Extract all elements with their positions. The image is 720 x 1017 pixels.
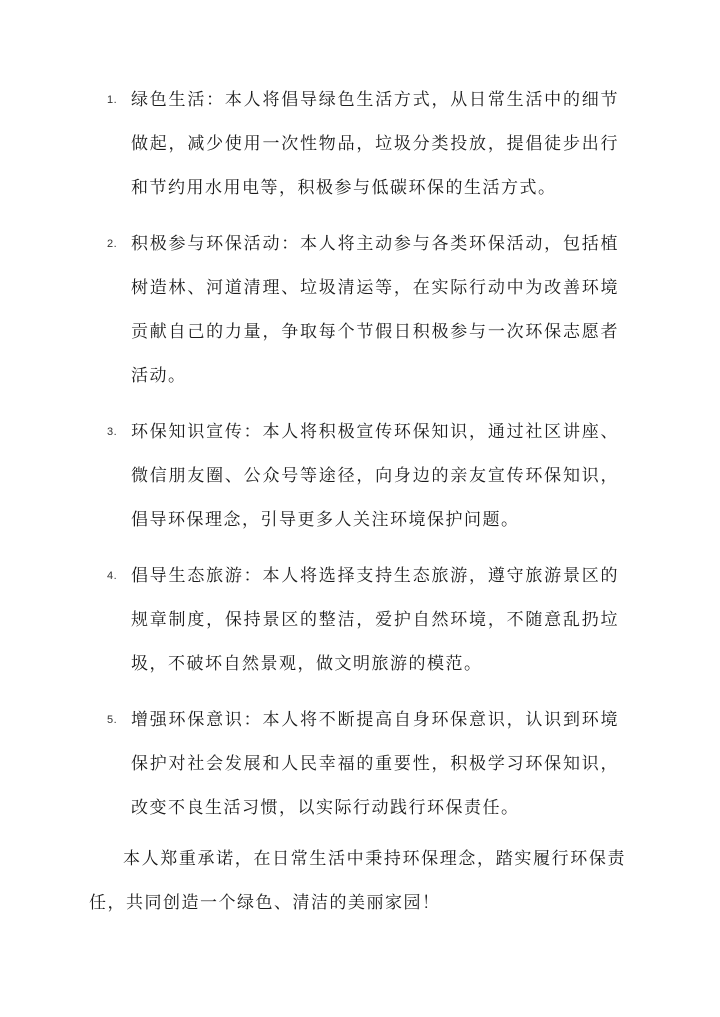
list-item-text: 绿色生活：本人将倡导绿色生活方式，从日常生活中的细节做起，减少使用一次性物品，垃圾分类投放，提倡徒步出行和节约用水用电等，积极参与低碳环保的生活方式。 — [131, 90, 619, 198]
list-item-number: 2. — [107, 238, 118, 250]
list-item-number: 1. — [107, 94, 118, 106]
list-item-text: 增强环保意识：本人将不断提高自身环保意识，认识到环境保护对社会发展和人民幸福的重要性，积极学习环保知识，改变不良生活习惯，以实际行动践行环保责任。 — [131, 710, 619, 818]
list-item-number: 5. — [107, 714, 118, 726]
list-item-number: 4. — [107, 570, 118, 582]
list-item-eco-tourism — [0, 554, 720, 686]
list-item-text: 积极参与环保活动：本人将主动参与各类环保活动，包括植树造林、河道清理、垃圾清运等，在实际行动中为改善环境贡献自己的力量，争取每个节假日积极参与一次环保志愿者活动。 — [131, 234, 619, 386]
list-item-env-activities — [0, 222, 720, 398]
closing-paragraph: 本人郑重承诺，在日常生活中秉持环保理念，踏实履行环保责任，共同创造一个绿色、清洁的美丽家园！ — [89, 849, 626, 913]
list-item-knowledge-promotion — [0, 410, 720, 542]
list-item-text: 倡导生态旅游：本人将选择支持生态旅游，遵守旅游景区的规章制度，保持景区的整洁，爱护自然环境，不随意乱扔垃圾，不破坏自然景观，做文明旅游的模范。 — [131, 566, 619, 674]
commitment-list — [0, 78, 720, 842]
list-item-green-living — [0, 78, 720, 210]
list-item-number: 3. — [107, 426, 118, 438]
list-item-text: 环保知识宣传：本人将积极宣传环保知识，通过社区讲座、微信朋友圈、公众号等途径，向身边的亲友宣传环保知识，倡导环保理念，引导更多人关注环境保护问题。 — [131, 422, 619, 530]
list-item-env-awareness — [0, 698, 720, 830]
